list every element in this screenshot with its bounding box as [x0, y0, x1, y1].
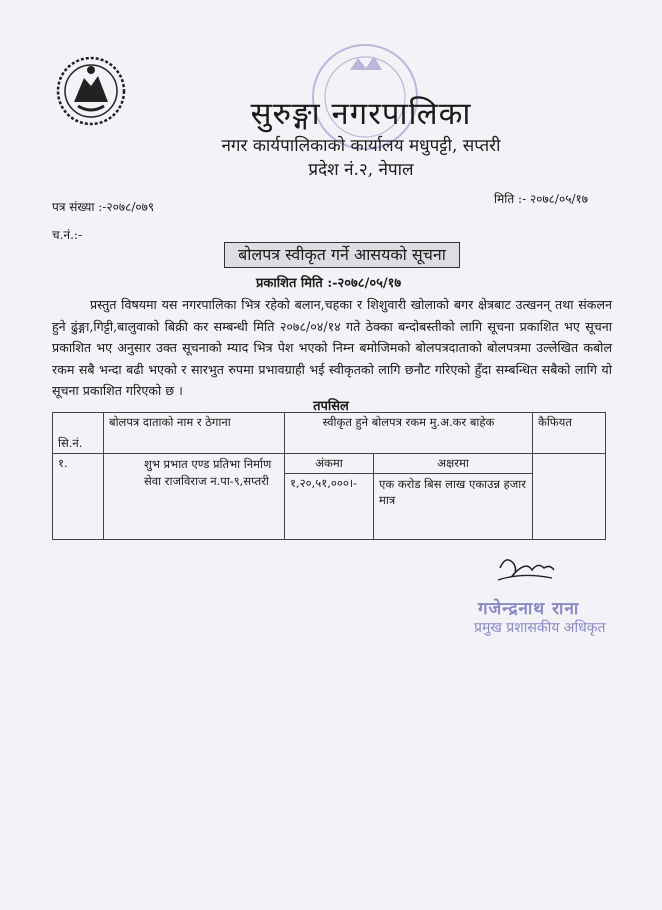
office-name: नगर कार्यपालिकाको कार्यालय मधुपट्टी, सप्तरी: [221, 136, 501, 156]
letter-number: पत्र संख्या :-२०७८/०७९: [52, 200, 155, 214]
municipality-name: सुरुङ्गा नगरपालिका: [250, 96, 472, 132]
header-sn: सि.नं.: [53, 413, 104, 454]
subheader-words: अक्षरमा: [374, 454, 533, 474]
cell-remarks: [533, 454, 606, 540]
province-name: प्रदेश नं.२, नेपाल: [308, 160, 414, 180]
table-header-row: [53, 413, 606, 454]
header-remarks: कैफियत: [533, 413, 606, 454]
cell-amount-figures: १,२०,५१,०००।-: [285, 474, 374, 540]
subheader-figures: अंकमा: [285, 454, 374, 474]
header-amount: स्वीकृत हुने बोलपत्र रकम मु.अ.कर बाहेक: [285, 413, 533, 454]
dispatch-number: च.नं.:-: [52, 228, 83, 242]
signature-icon: [492, 548, 562, 588]
cell-bidder: शुभ प्रभात एण्ड प्रतिभा निर्माण सेवा राजविराज न.पा-९,सप्तरी: [104, 454, 285, 540]
header-bidder: बोलपत्र दाताको नाम र ठेगाना: [104, 413, 285, 454]
official-title-stamp: प्रमुख प्रशासकीय अधिकृत: [474, 620, 606, 636]
schedule-heading: तपसिल: [313, 399, 349, 414]
cell-amount-words: एक करोड बिस लाख एकाउन्न हजार मात्र: [374, 474, 533, 540]
schedule-table: [52, 412, 606, 540]
table-row: [53, 454, 606, 474]
notice-body: प्रस्तुत विषयमा यस नगरपालिका भित्र रहेको बलान,चहका र शिशुवारी खोलाको बगर क्षेत्रबाट उत्खनन् तथा संकलन हुने ढुंङ्गा,गिट्टी,बालुवाको बिक्री कर सम्बन्धी मिति २०७८/०४/१४ गते ठेक्का बन्दोबस्तीको लागि सूचना प्रकाशित भए सूचना प्रकाशित भए अनुसार उक्त सूचनाको म्याद भित्र पेश भएको निम्न बमोजिमको बोलपत्रदाताको बोलपत्रमा उल्लेखित कबोल रकम सबै भन्दा बढी भएको र सारभुत रुपमा प्रभावग्राही भई स्वीकृतको लागि छनौट गरिएको हुँदा सम्बन्धित सबैको लागि यो सूचना प्रकाशित गरिएको छ ।: [52, 297, 612, 398]
official-name-stamp: गजेन्द्रनाथ राना: [478, 599, 580, 619]
notice-title: बोलपत्र स्वीकृत गर्ने आसयको सूचना: [224, 242, 460, 268]
cell-sn: १.: [53, 454, 104, 540]
published-date: प्रकाशित मिति :-२०७८/०५/१७: [256, 276, 402, 291]
letter-date: मिति :- २०७८/०५/१७: [494, 192, 588, 206]
